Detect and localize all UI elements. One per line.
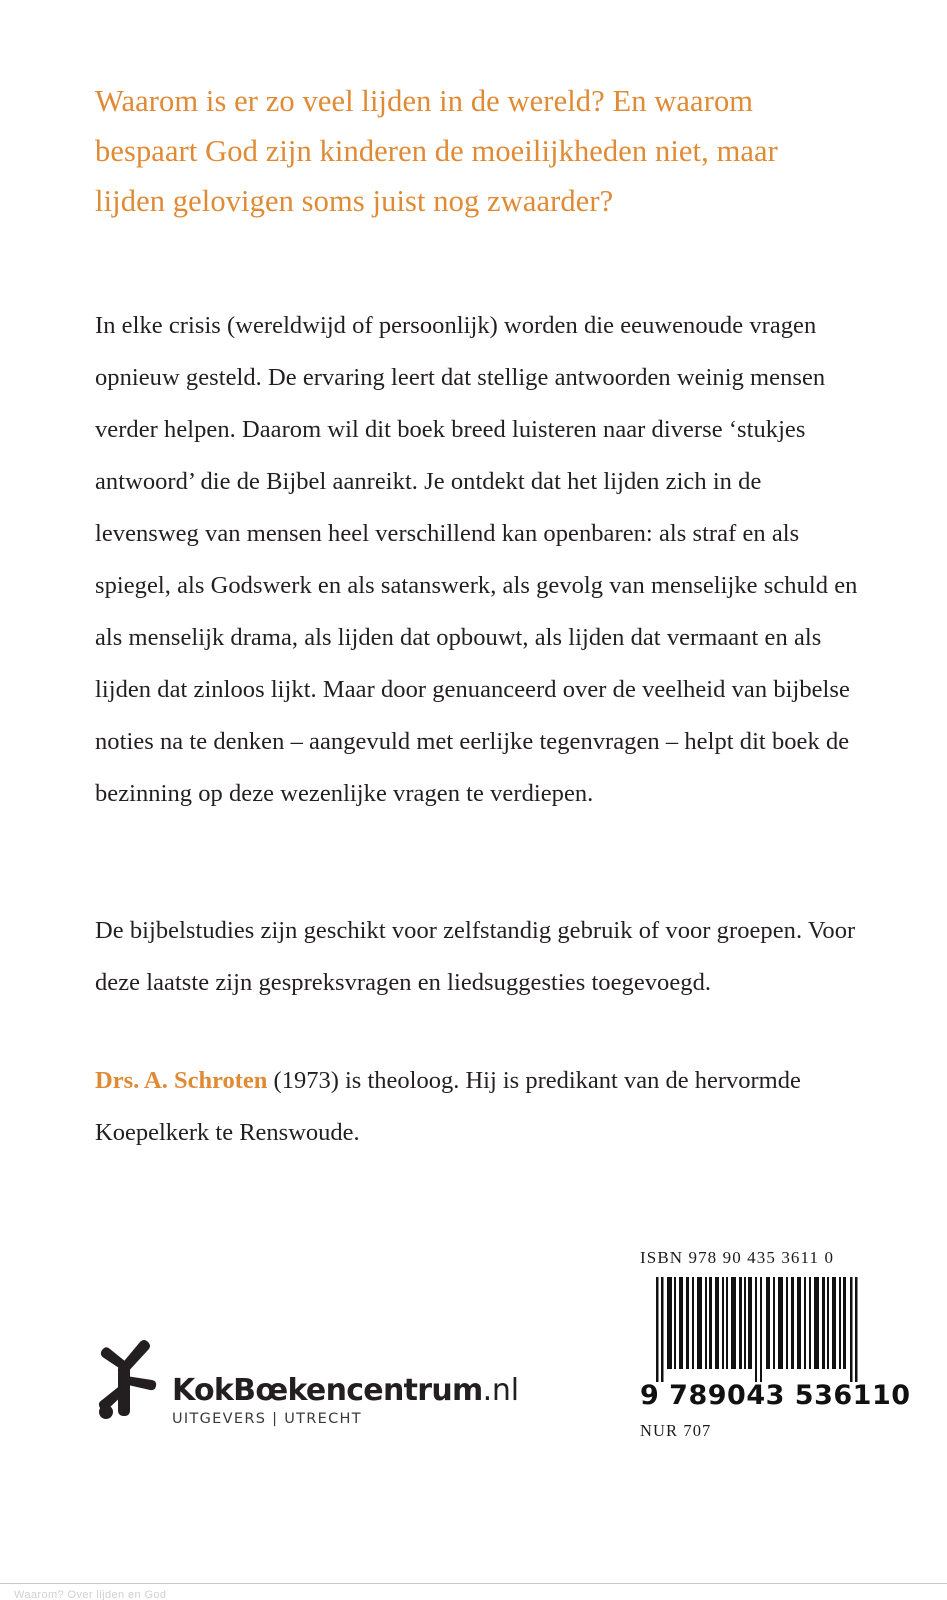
author-name: Drs. A. Schroten	[95, 1067, 268, 1094]
blurb-paragraph-2: De bijbelstudies zijn geschikt voor zelfstandig gebruik of voor groepen. Voor deze laatste zijn gespreksvragen en liedsuggesties toegevoegd.	[95, 917, 856, 996]
publisher-wordmark	[172, 1373, 519, 1408]
isbn-barcode-block	[640, 1248, 911, 1441]
publisher-logo-text	[172, 1340, 519, 1427]
author-bio-text: (1973) is theoloog. Hij is predikant van de hervormde Koepelkerk te Renswoude.	[95, 1067, 801, 1146]
blurb-paragraph-1: In elke crisis (wereldwijd of persoonlijk) worden die eeuwenoude vragen opnieuw gesteld. De ervaring leert dat stellige antwoorden weinig mensen verder helpen. Daarom wil dit boek breed luisteren naar diverse ‘stukjes antwoord’ die de Bijbel aanreikt. Je ontdekt dat het lijden zich in de levensweg van mensen heel verschillend kan openbaren: als straf en als spiegel, als Godswerk en als satanswerk, als gevolg van menselijke schuld en als menselijk drama, als lijden dat opbouwt, als lijden dat vermaant en als lijden dat zinloos lijkt. Maar door genuanceerd over de veelheid van bijbelse noties na te denken – aangevuld met eerlijke tegenvragen – helpt dit boek de bezinning op deze wezenlijke vragen te verdiepen.	[95, 312, 858, 807]
publisher-wordmark-tld: .nl	[482, 1373, 519, 1408]
cover-headline: Waarom is er zo veel lijden in de wereld? En waarom bespaart God zijn kinderen de moeilijkheden niet, maar lijden gelovigen soms juist nog zwaarder?	[95, 84, 778, 218]
publisher-tagline: UITGEVERS | UTRECHT	[172, 1411, 362, 1427]
bottom-divider	[0, 1583, 947, 1584]
publisher-logo	[96, 1340, 519, 1427]
ean13-barcode	[640, 1277, 868, 1382]
nur-code: NUR 707	[640, 1421, 712, 1440]
bottom-cutoff-text: Waarom? Over lijden en God	[14, 1589, 167, 1600]
kok-boekencentrum-mark-icon	[96, 1340, 158, 1420]
publisher-wordmark-main: KokBœkencentrum	[172, 1373, 483, 1408]
isbn-label: ISBN 978 90 435 3611 0	[640, 1248, 835, 1267]
author-bio	[95, 1055, 860, 1159]
barcode-digits: 9 789043 536110	[640, 1380, 911, 1411]
